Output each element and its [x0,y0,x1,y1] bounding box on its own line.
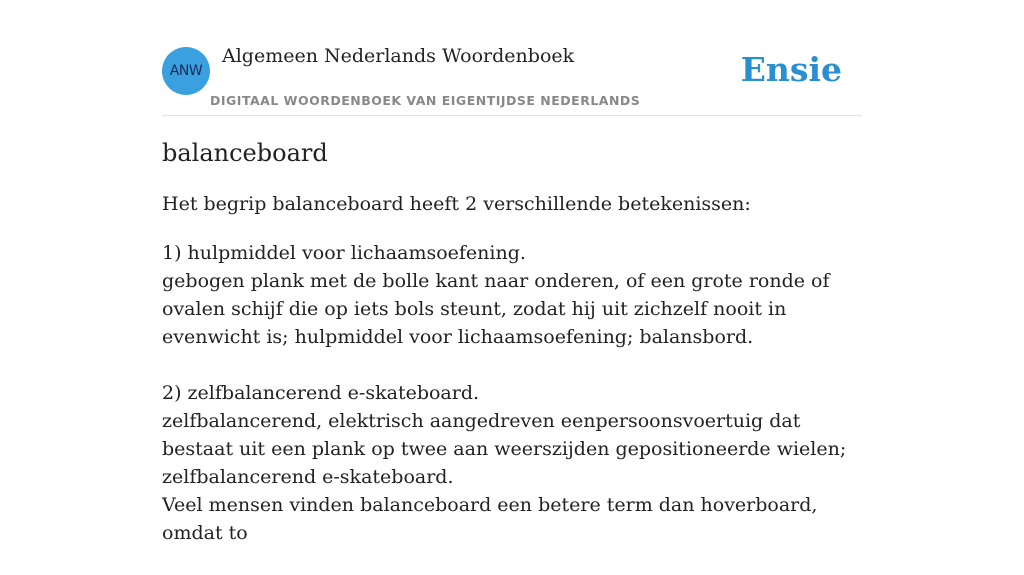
entry-body [162,239,862,575]
sense-2 [162,379,862,547]
sense-title: 2) zelfbalancerend e-skateboard. [162,382,480,404]
sense-title: 1) hulpmiddel voor lichaamsoefening. [162,242,526,264]
ensie-brand-link[interactable]: Ensie [740,50,842,89]
anw-logo[interactable] [162,47,210,95]
headword: balanceboard [162,139,328,167]
header-divider [162,115,862,116]
site-title[interactable]: Algemeen Nederlands Woordenboek [222,45,575,67]
sense-1 [162,239,862,351]
sense-note: Veel mensen vinden balanceboard een betere term dan hoverboard, omdat to [162,494,818,544]
entry-intro: Het begrip balanceboard heeft 2 verschillende betekenissen: [162,193,751,215]
logo-text: ANW [169,63,203,79]
site-subtitle: DIGITAAL WOORDENBOEK VAN EIGENTIJDSE NEDERLANDS [210,93,641,108]
sense-definition: gebogen plank met de bolle kant naar onderen, of een grote ronde of ovalen schijf die op iets bols steunt, zodat hij uit zichzelf nooit in evenwicht is; hulpmiddel voor lichaamsoefening; balansbord. [162,270,830,348]
sense-definition: zelfbalancerend, elektrisch aangedreven eenpersoonsvoertuig dat bestaat uit een plank op twee aan weerszijden gepositioneerde wielen; zelfbalancerend e-skateboard. [162,410,847,488]
